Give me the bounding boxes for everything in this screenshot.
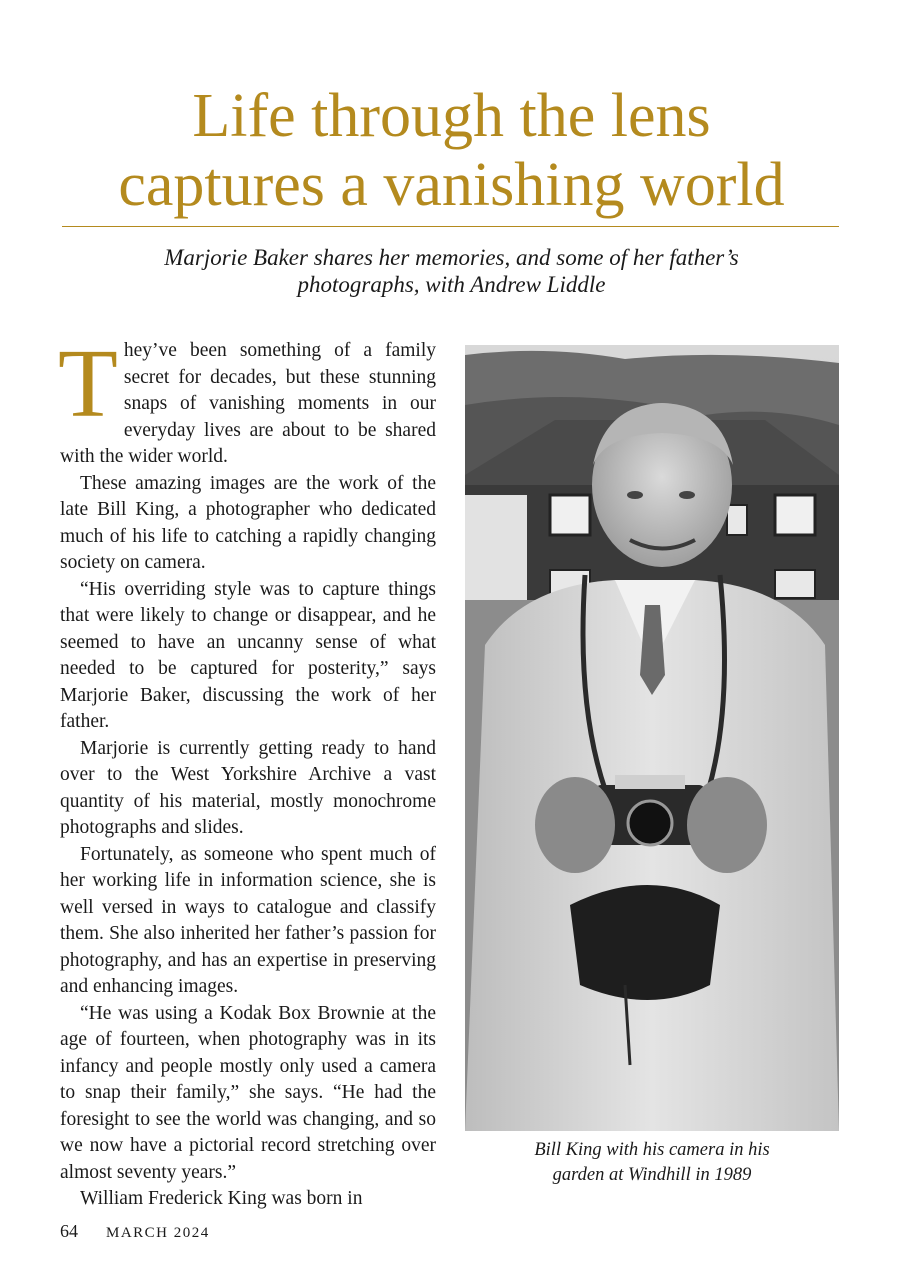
paragraph-6: “He was using a Kodak Box Brownie at the age of fourteen, when photography was in its infancy and people mostly only used a camera to snap their family,” she says. “He had the foresight to see the world was changing, and so we now have a pictorial record stretching over almost seventy years.” — [60, 1002, 436, 1183]
portrait-photo — [465, 345, 839, 1131]
page-number: 64 — [60, 1221, 78, 1241]
article-title — [40, 82, 863, 220]
article-body — [58, 330, 436, 1213]
photo-camera-case — [570, 885, 720, 1000]
photo-window — [550, 495, 590, 535]
portrait-photo-illustration — [465, 345, 839, 1131]
title-divider — [62, 226, 839, 227]
caption-line-2: garden at Windhill in 1989 — [552, 1165, 752, 1185]
photo-shed — [465, 495, 527, 605]
paragraph-2: These amazing images are the work of the late Bill King, a photographer who dedicated much of his life to catching a rapidly changing society on camera. — [60, 472, 436, 573]
paragraph-3: “His overriding style was to capture things that were likely to change or disappear, and he seemed to have an uncanny sense of what needed to be captured for posterity,” says Marjorie Baker, discussing the work of her father. — [60, 578, 436, 732]
paragraph-4: Marjorie is currently getting ready to hand over to the West Yorkshire Archive a vast quantity of his material, mostly monochrome photographs and slides. — [60, 737, 436, 838]
paragraph-5: Fortunately, as someone who spent much of her working life in information science, she is well versed in ways to catalogue and classify them. She also inherited her father’s passion for photography, and has an expertise in preserving and enhancing images. — [60, 843, 436, 997]
title-line-2: captures a vanishing world — [118, 151, 785, 219]
paragraph-1 — [58, 330, 436, 471]
page-footer — [60, 1221, 210, 1242]
photo-caption — [480, 1138, 824, 1188]
standfirst — [120, 244, 783, 298]
caption-line-1: Bill King with his camera in his — [534, 1140, 770, 1160]
standfirst-line-2: photographs, with Andrew Liddle — [297, 272, 606, 297]
paragraph-7: William Frederick King was born in — [80, 1188, 363, 1209]
standfirst-line-1: Marjorie Baker shares her memories, and some of her father’s — [164, 245, 739, 270]
title-line-1: Life through the lens — [192, 82, 711, 150]
paragraph-1-text: hey’ve been something of a family secret for decades, but these stunning snaps of vanishing moments in our everyday lives are about to be shared with the wider world. — [60, 340, 436, 467]
issue-date: MARCH 2024 — [106, 1225, 210, 1241]
photo-left-hand — [535, 777, 615, 873]
drop-cap: T — [58, 330, 118, 438]
photo-right-hand — [687, 777, 767, 873]
